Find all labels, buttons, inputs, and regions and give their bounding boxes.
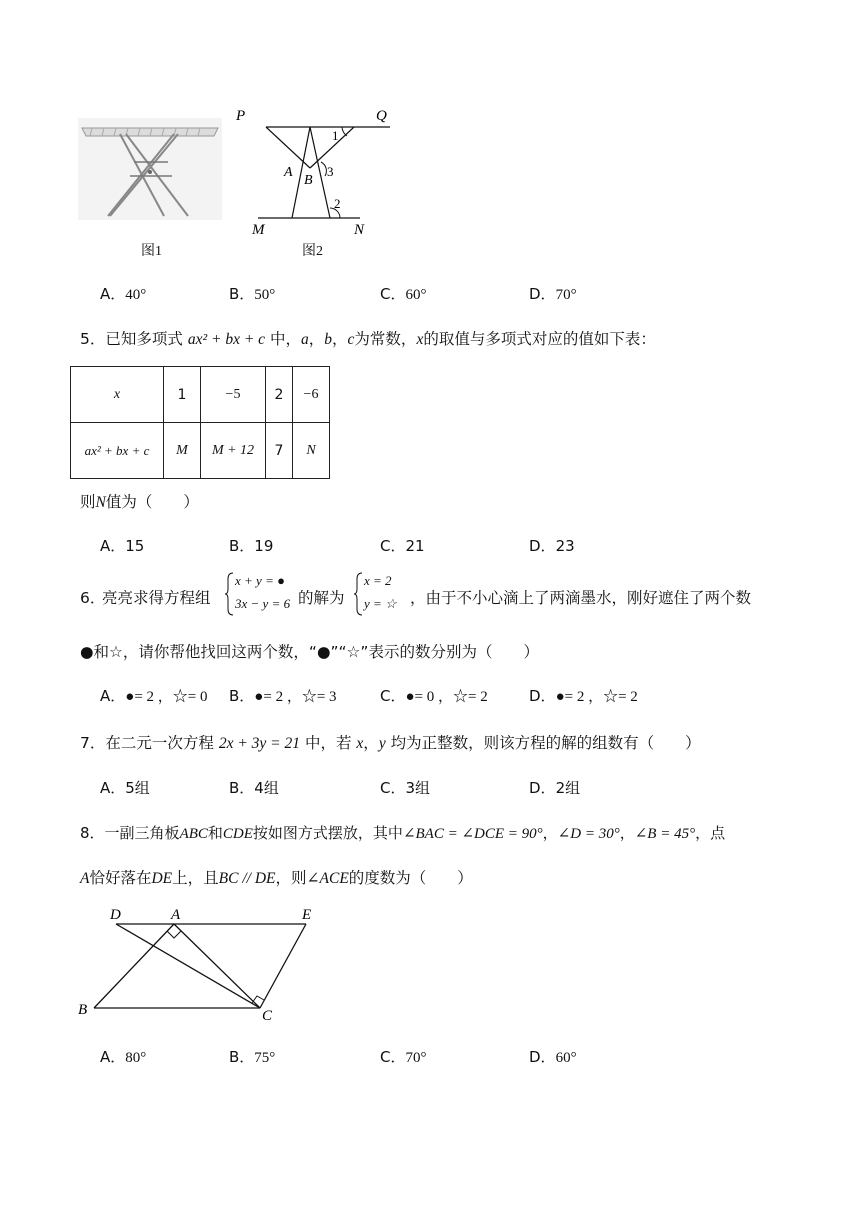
q5-option-d[interactable]: D．23 (529, 537, 575, 555)
q6-stem: 6． 亮亮求得方程组 x + y = ● 3x − y = 6 的解为 x = 2 y = ☆ ，由于不小心滴上了两滴墨水，刚好遮住了两个数 (80, 571, 800, 617)
figure-2-caption: 图2 (302, 244, 323, 259)
q7-option-d[interactable]: D．2组 (529, 779, 581, 797)
table-cell: 2 (266, 367, 293, 423)
label-m: M (252, 222, 265, 238)
q8-option-b[interactable]: B．75° (229, 1048, 276, 1066)
table-cell: −6 (293, 367, 330, 423)
label-angle-2: 2 (334, 196, 341, 211)
fig2-svg (230, 100, 400, 240)
q7-option-a[interactable]: A．5组 (100, 779, 150, 797)
table-cell: N (293, 423, 330, 479)
q5-option-c[interactable]: C．21 (380, 537, 425, 555)
q6-equation-system: x + y = ● 3x − y = 6 (225, 571, 310, 617)
label-angle-3: 3 (327, 164, 334, 179)
table-cell: M (164, 423, 201, 479)
q7-option-b[interactable]: B．4组 (229, 779, 279, 797)
q5-followup: 则N值为（ ） (80, 493, 199, 511)
table-cell: 1 (164, 367, 201, 423)
q6-option-a[interactable]: A．●= 2 ，☆= 0 (100, 687, 208, 705)
table-cell: ax² + bx + c (71, 423, 164, 479)
q4-option-d[interactable]: D．70° (529, 285, 577, 303)
label-p: P (236, 108, 246, 124)
label-e: E (302, 907, 312, 923)
label-c: C (262, 1008, 273, 1024)
q8-option-a[interactable]: A．80° (100, 1048, 147, 1066)
table-row (71, 423, 330, 479)
label-n: N (354, 222, 365, 238)
label-q: Q (376, 108, 387, 124)
q6-line2: ●和☆，请你帮他找回这两个数，“●”“☆”表示的数分别为（ ） (80, 643, 539, 661)
q6-solution-system: x = 2 y = ☆ (354, 571, 414, 617)
label-a: A (284, 165, 293, 180)
q6-option-d[interactable]: D．●= 2 ，☆= 2 (529, 687, 638, 705)
q8-option-c[interactable]: C．70° (380, 1048, 427, 1066)
q5-option-b[interactable]: B．19 (229, 537, 274, 555)
figure-1-drying-rack (78, 118, 222, 220)
q8-figure (74, 902, 334, 1028)
drying-rack-photo (78, 118, 222, 220)
q4-option-c[interactable]: C．60° (380, 285, 427, 303)
figure-1-caption: 图1 (141, 244, 162, 259)
table-cell: M + 12 (201, 423, 266, 479)
q8-triangles-svg (74, 902, 334, 1028)
brace-icon (354, 571, 364, 617)
label-d: D (110, 907, 121, 923)
label-a: A (171, 907, 181, 923)
q5-option-a[interactable]: A．15 (100, 537, 145, 555)
table-cell: x (71, 367, 164, 423)
q7-stem: 7．在二元一次方程 2x + 3y = 21 中，若 x，y 均为正整数，则该方程的解的组数有（ ） (80, 734, 701, 752)
figure-2-diagram (230, 100, 400, 240)
q5-stem: 5．已知多项式 ax² + bx + c 中，a，b，c为常数，x的取值与多项式对应的值如下表： (80, 330, 656, 348)
q8-line2: A恰好落在DE上，且BC // DE，则∠ACE的度数为（ ） (80, 869, 473, 887)
label-b: B (78, 1002, 88, 1018)
q8-stem: 8．一副三角板ABC和CDE按如图方式摆放，其中∠BAC = ∠DCE = 90°，∠D = 30°，∠B = 45°，点 (80, 824, 726, 842)
q6-option-c[interactable]: C．●= 0 ，☆= 2 (380, 687, 488, 705)
q4-option-a[interactable]: A．40° (100, 285, 147, 303)
table-row (71, 367, 330, 423)
table-cell: −5 (201, 367, 266, 423)
table-cell: 7 (266, 423, 293, 479)
label-angle-1: 1 (332, 128, 339, 143)
q7-option-c[interactable]: C．3组 (380, 779, 431, 797)
label-b: B (304, 173, 313, 188)
q5-value-table (70, 366, 330, 479)
q4-option-b[interactable]: B．50° (229, 285, 276, 303)
q8-option-d[interactable]: D．60° (529, 1048, 577, 1066)
brace-icon (225, 571, 235, 617)
q6-option-b[interactable]: B．●= 2 ，☆= 3 (229, 687, 337, 705)
